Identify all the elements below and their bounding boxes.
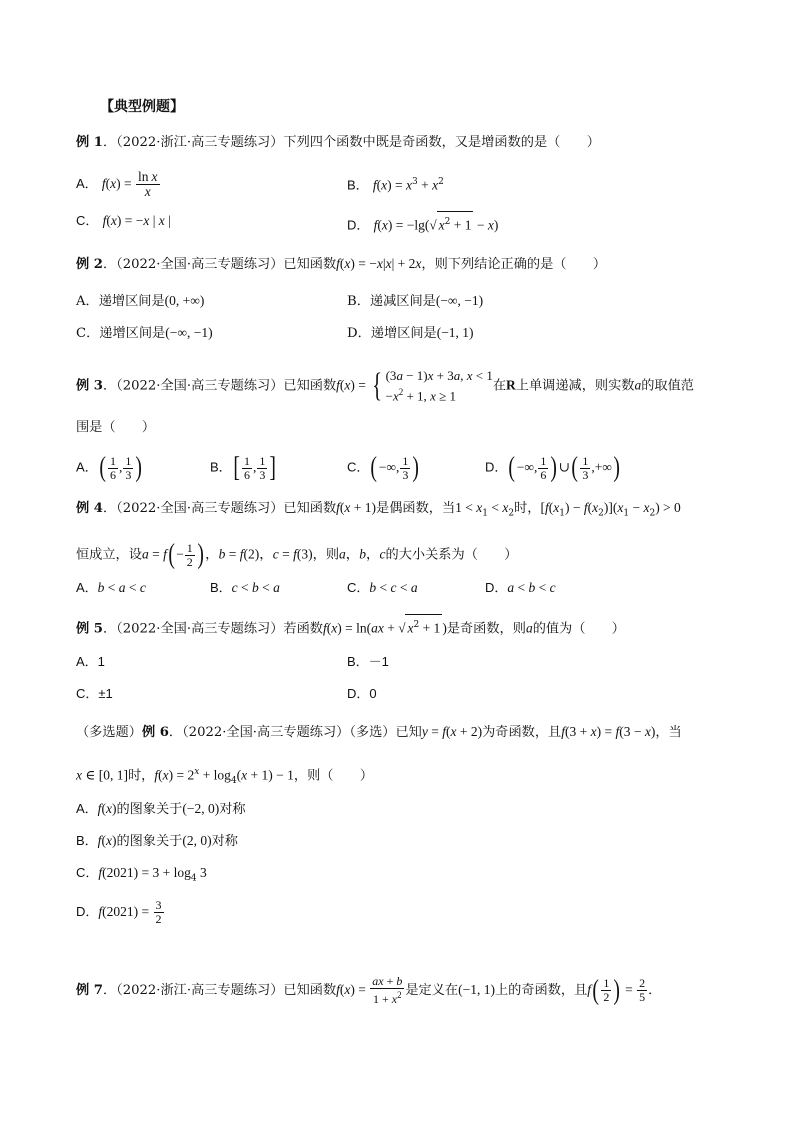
- example-3-option-d: D．(−∞, $\frac{1}{6}$ )∪( $\frac{1}{3}$ ,+∞): [485, 452, 620, 483]
- example-3-stem-line2: 围是（ ）: [76, 420, 156, 435]
- example-5-option-a: A．1: [76, 654, 105, 669]
- example-4-stem-line2: 恒成立，设a = f(− $\frac{1}{2}$ )，b = f(2)，c = f(3)，则a，b，c的大小关系为（ ）: [76, 539, 518, 570]
- example-1-option-b: B． $f(x) = x^3 + x^2$: [347, 177, 444, 193]
- example-2-option-d: D．递增区间是(−1, 1): [347, 325, 474, 341]
- example-1-option-c: C． f(x) = −x | x |: [76, 213, 171, 228]
- example-5-option-c: C．±1: [76, 686, 113, 701]
- example-3-stem: 例 3．（2022·全国·高三专题练习）已知函数f(x) = { (3a − 1)x + 3a, x < 1 $-x^2 + 1$, x ≥ 1 在R上单调递减，则实数a的取值范: [76, 367, 694, 405]
- example-4-option-c: C．b < c < a: [347, 580, 418, 595]
- example-4-option-a: A．b < a < c: [76, 580, 146, 595]
- example-6-stem-line2: x ∈ [0, 1]时，$f(x) = 2^x + \log_4(x + 1) - 1$，则（ ）: [76, 767, 374, 787]
- example-4-stem: 例 4．（2022·全国·高三专题练习）已知函数f(x + 1)是偶函数，当$1 < x_1 < x_2$时，$[f(x_1) - f(x_2)](x_1 - x_2) > 0$: [76, 500, 681, 519]
- example-5-option-b: B．－1: [347, 654, 389, 669]
- example-5-option-d: D．0: [347, 686, 377, 701]
- example-1-stem: [76, 133, 600, 153]
- example-source: ．（2022·浙江·高三专题练习）: [102, 135, 284, 150]
- example-2-option-b: B．递减区间是(−∞, −1): [347, 293, 484, 309]
- example-6-option-b: B．f(x)的图象关于(2, 0)对称: [76, 833, 238, 849]
- example-3-option-a: A．( $\frac{1}{6}$ , $\frac{1}{3}$ ): [76, 452, 143, 483]
- example-4-option-d: D．a < b < c: [485, 580, 556, 595]
- example-6-stem: （多选题）例 6．（2022·全国·高三专题练习）（多选）已知y = f(x + 2)为奇函数，且f(3 + x) = f(3 − x)，当: [76, 724, 682, 740]
- example-2-option-a: A．递增区间是(0, +∞): [76, 293, 205, 309]
- example-7-stem: 例 7．（2022·浙江·高三专题练习）已知函数f(x) = $\frac{ax + b}{1 + x^2}$ 是定义在(−1, 1)上的奇函数，且f( $\frac{1}{2}$ ) = $\frac{2}{5}$ ．: [76, 974, 662, 1006]
- example-1-option-a: A． f(x) = $\frac{\text{ln x}}{x}$: [76, 169, 158, 199]
- example-2-stem: 例 2．（2022·全国·高三专题练习）已知函数f(x) = −x|x| + 2x，则下列结论正确的是（ ）: [76, 256, 607, 272]
- example-5-stem: 例 5．（2022·全国·高三专题练习）若函数f(x) = ln(ax + √ $x^2 + 1$ )是奇函数，则a的值为（ ）: [76, 614, 625, 639]
- example-3-option-c: C．(−∞, $\frac{1}{3}$ ): [347, 452, 420, 483]
- example-3-option-b: B．[ $\frac{1}{6}$ , $\frac{1}{3}$ ]: [210, 452, 277, 483]
- example-4-option-b: B．c < b < a: [210, 580, 280, 595]
- example-label: 例 1: [76, 135, 103, 150]
- example-2-option-c: C．递增区间是(−∞, −1): [76, 325, 213, 341]
- example-6-option-c: C．$f(2021) = 3 + \log_4 3$: [76, 865, 207, 884]
- example-6-option-a: A．f(x)的图象关于(−2, 0)对称: [76, 801, 246, 817]
- section-heading: 【典型例题】: [100, 99, 184, 115]
- example-question: 下列四个函数中既是奇函数，又是增函数的是（ ）: [283, 135, 600, 150]
- example-6-option-d: D．f(2021) = $\frac{3}{2}$: [76, 898, 162, 926]
- example-1-option-d: D． f(x) = −lg(√ $x^2 + 1 - x$): [347, 211, 498, 236]
